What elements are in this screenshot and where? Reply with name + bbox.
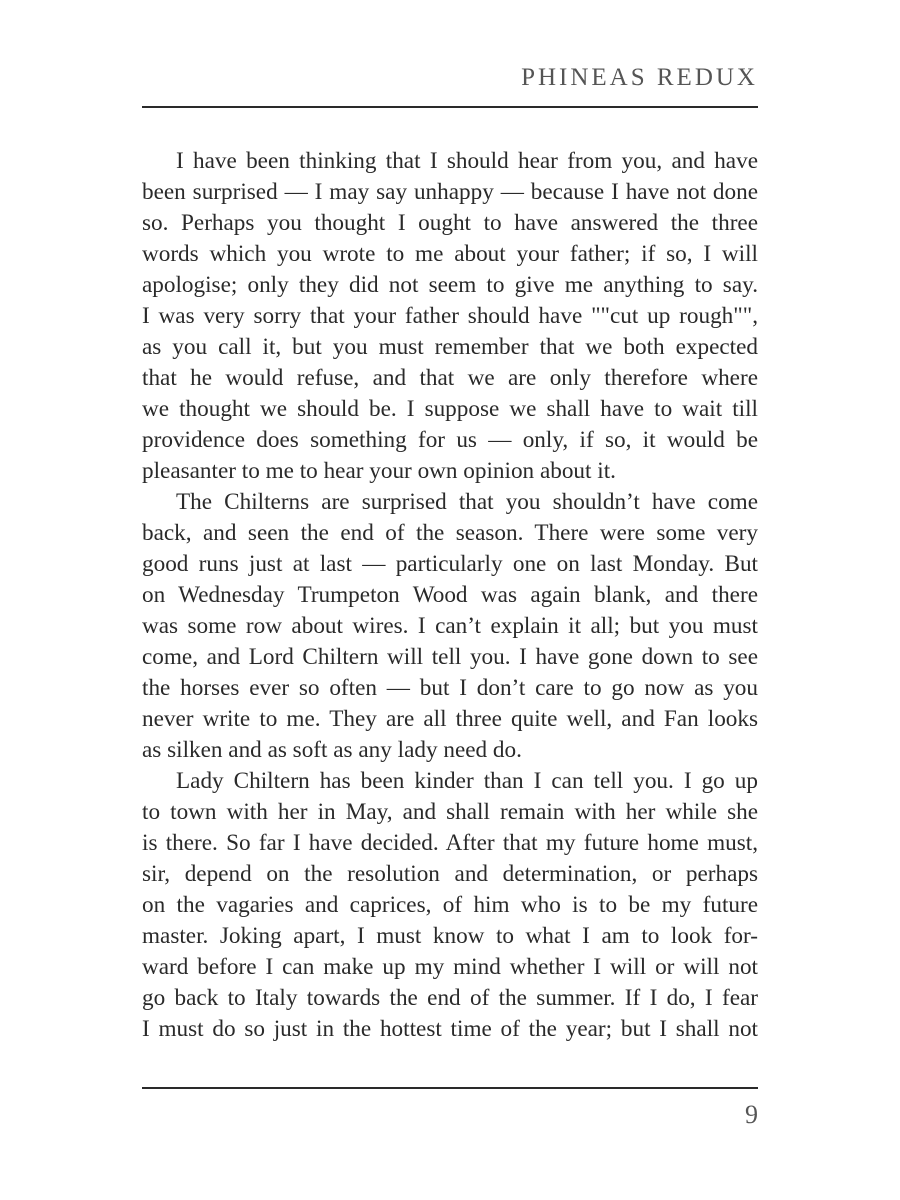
paragraph-2-line-2: back, and seen the end of the season. There were some very	[142, 520, 758, 546]
paragraph-2-line-5: was some row about wires. I can’t explain it all; but you must	[142, 613, 758, 639]
paragraph-1-line-2: been surprised — I may say unhappy — because I have not done	[142, 179, 758, 205]
paragraph-3-line-6: master. Joking apart, I must know to what I am to look for-	[142, 923, 758, 949]
paragraph-2-line-3: good runs just at last — particularly one on last Monday. But	[142, 551, 758, 577]
page-number: 9	[745, 1100, 758, 1129]
paragraph-3-line-5: on the vagaries and caprices, of him who is to be my future	[142, 892, 758, 918]
footer-rule	[142, 1087, 758, 1089]
paragraph-3-line-1: Lady Chiltern has been kinder than I can tell you. I go up	[176, 768, 758, 794]
paragraph-1-line-1: I have been thinking that I should hear from you, and have	[176, 148, 758, 174]
paragraph-3-line-8: go back to Italy towards the end of the summer. If I do, I fear	[142, 985, 758, 1011]
paragraph-1-line-9: we thought we should be. I suppose we shall have to wait till	[142, 396, 758, 422]
paragraph-3-line-9: I must do so just in the hottest time of the year; but I shall not	[142, 1016, 758, 1042]
paragraph-3-line-2: to town with her in May, and shall remain with her while she	[142, 799, 758, 825]
paragraph-3-line-3: is there. So far I have decided. After that my future home must,	[142, 830, 758, 856]
paragraph-2-line-8: never write to me. They are all three quite well, and Fan looks	[142, 706, 758, 732]
paragraph-1-line-3: so. Perhaps you thought I ought to have answered the three	[142, 210, 758, 236]
paragraph-2-line-1: The Chilterns are surprised that you shouldn’t have come	[176, 489, 758, 515]
paragraph-2-line-7: the horses ever so often — but I don’t care to go now as you	[142, 675, 758, 701]
paragraph-1-line-6: I was very sorry that your father should have ""cut up rough"",	[142, 303, 758, 329]
paragraph-1-line-10: providence does something for us — only, if so, it would be	[142, 427, 758, 453]
paragraph-1-line-4: words which you wrote to me about your father; if so, I will	[142, 241, 758, 267]
paragraph-1-line-5: apologise; only they did not seem to give me anything to say.	[142, 272, 758, 298]
paragraph-2-line-6: come, and Lord Chiltern will tell you. I have gone down to see	[142, 644, 758, 670]
paragraph-1-line-7: as you call it, but you must remember that we both expected	[142, 334, 758, 360]
header-rule	[142, 106, 758, 108]
paragraph-3-line-7: ward before I can make up my mind whether I will or will not	[142, 954, 758, 980]
paragraph-2-line-4: on Wednesday Trumpeton Wood was again blank, and there	[142, 582, 758, 608]
paragraph-2-line-9: as silken and as soft as any lady need do.	[142, 737, 522, 763]
body-text	[142, 146, 758, 1045]
paragraph-3-line-4: sir, depend on the resolution and determination, or perhaps	[142, 861, 758, 887]
paragraph-1-line-11: pleasanter to me to hear your own opinion about it.	[142, 458, 616, 484]
paragraph-1-line-8: that he would refuse, and that we are only therefore where	[142, 365, 758, 391]
running-head-title: PHINEAS REDUX	[521, 64, 758, 91]
